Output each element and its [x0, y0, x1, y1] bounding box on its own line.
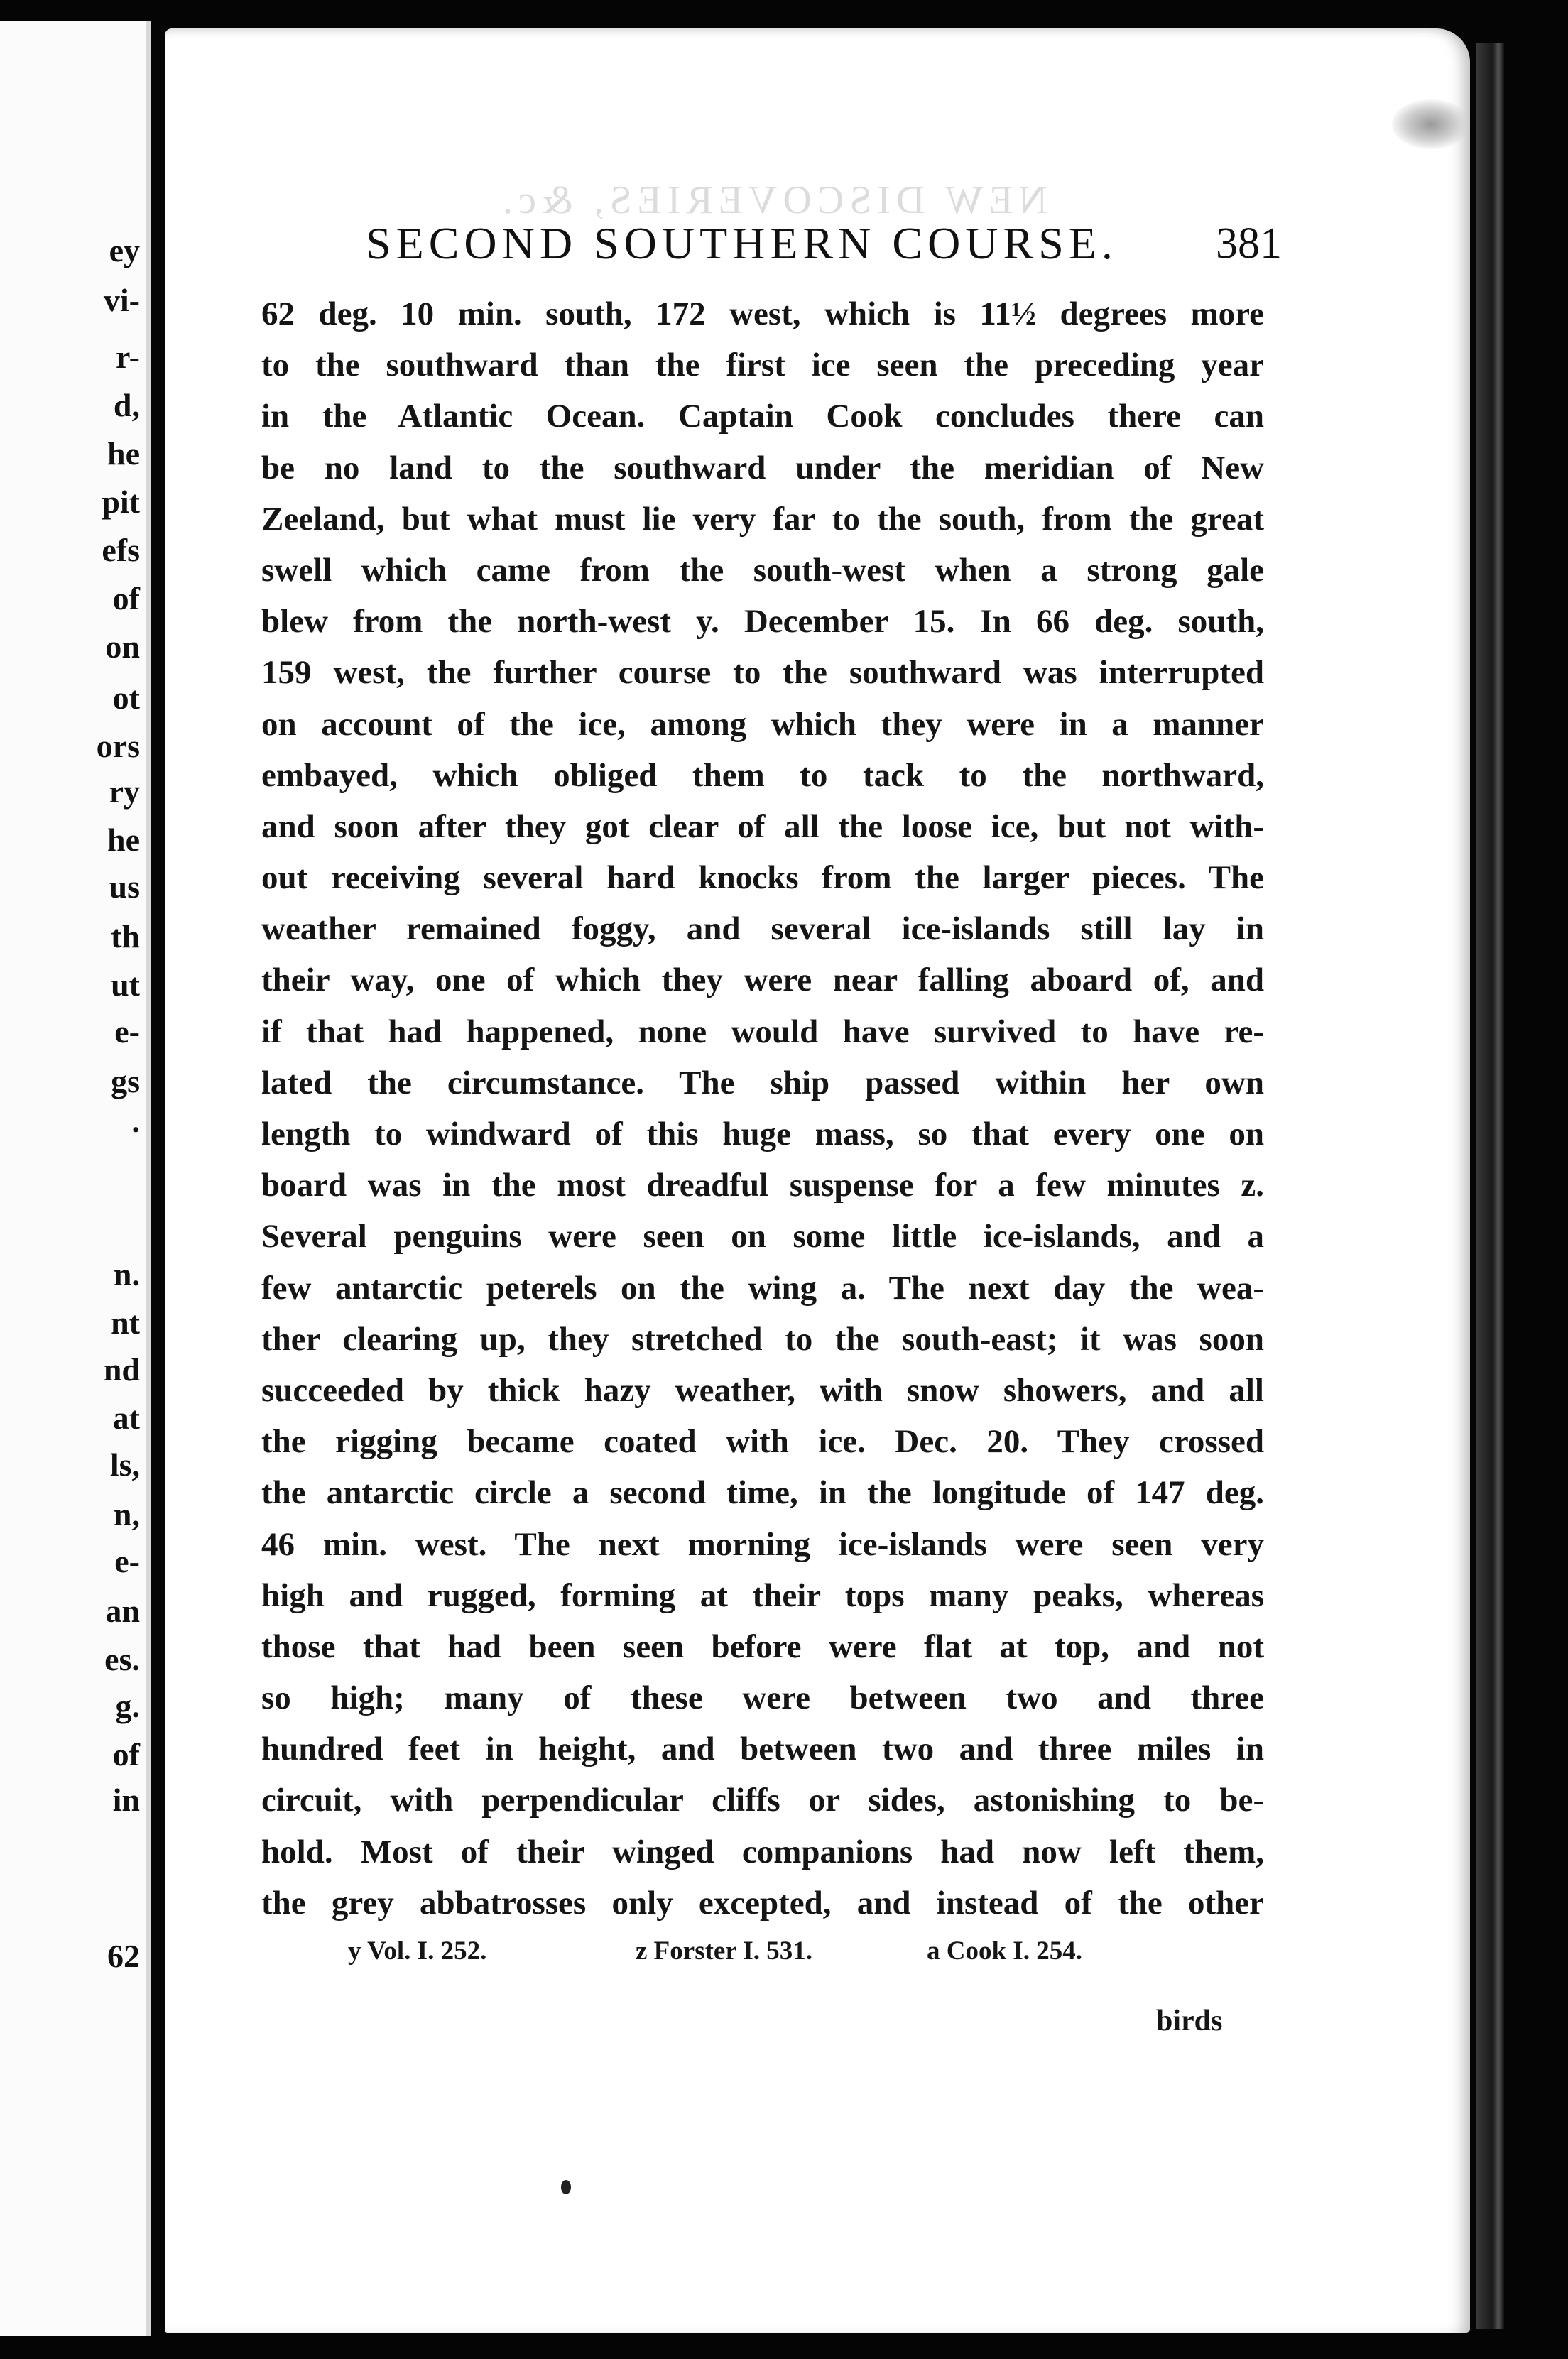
facing-page-fragment: g. [115, 1688, 140, 1724]
facing-page-fragment: pit [102, 484, 140, 520]
facing-page-fragment: gs [111, 1063, 140, 1099]
facing-page-fragment: d, [113, 387, 140, 423]
body-text [261, 288, 1264, 1929]
facing-page-fragment: of [112, 1736, 140, 1772]
facing-page-fragment: ors [96, 728, 140, 764]
text-line: those that had been seen before were flat at top, and not [261, 1628, 1264, 1665]
facing-page-fragment: es. [104, 1641, 140, 1677]
facing-page-fragment: ey [109, 232, 140, 268]
facing-page-fragment: nd [103, 1351, 140, 1388]
text-line: if that had happened, none would have survived to have re- [261, 1013, 1264, 1050]
page-stain [1392, 99, 1470, 149]
running-head: SECOND SOUTHERN COURSE. [366, 218, 1118, 268]
facing-page-fragment: he [107, 435, 140, 472]
facing-page-fragment: an [105, 1593, 140, 1629]
bleed-through-text: NEW DISCOVERIES, &c. [497, 178, 1047, 222]
facing-page-fragment: th [111, 918, 140, 954]
text-line: the rigging became coated with ice. Dec. 20. They crossed [261, 1423, 1264, 1461]
text-line: succeeded by thick hazy weather, with snow showers, and all [261, 1371, 1264, 1409]
facing-page-fragment: r- [115, 339, 140, 375]
facing-page-fragment: on [105, 628, 140, 665]
facing-page-strip [0, 21, 151, 2336]
text-line: swell which came from the south-west when a strong gale [261, 551, 1264, 589]
facing-page-fragment: of [112, 580, 140, 616]
text-line: hundred feet in height, and between two and three miles in [261, 1731, 1264, 1768]
text-line: few antarctic peterels on the wing a. The next day the wea- [261, 1269, 1264, 1307]
ink-spot [561, 2180, 571, 2194]
text-line: high and rugged, forming at their tops many peaks, whereas [261, 1576, 1264, 1614]
facing-page-fragment: he [107, 822, 140, 858]
text-line: circuit, with perpendicular cliffs or sides, astonishing to be- [261, 1782, 1264, 1819]
facing-page-fragment: ot [112, 680, 140, 716]
page-header [366, 217, 1282, 274]
footnotes [348, 1936, 1143, 1978]
text-line: to the southward than the first ice seen the preceding year [261, 347, 1264, 384]
text-line: blew from the north-west y. December 15. In 66 deg. south, [261, 603, 1264, 641]
text-line: the grey abbatrosses only excepted, and instead of the other [261, 1884, 1264, 1922]
text-line: ther clearing up, they stretched to the south-east; it was soon [261, 1320, 1264, 1358]
facing-page-fragment: . [131, 1103, 140, 1139]
text-line: weather remained foggy, and several ice-islands still lay in [261, 910, 1264, 948]
text-line: 46 min. west. The next morning ice-islands were seen very [261, 1525, 1264, 1563]
text-line: their way, one of which they were near falling aboard of, and [261, 961, 1264, 999]
facing-page-fragment: 62 [107, 1938, 140, 1974]
facing-page-fragment: ry [109, 773, 140, 810]
catchword: birds [1156, 2005, 1223, 2037]
text-line: out receiving several hard knocks from the larger pieces. The [261, 859, 1264, 897]
footnote-a: a Cook I. 254. [927, 1936, 1082, 1966]
facing-page-fragment: ls, [109, 1447, 140, 1483]
facing-page-fragment: vi- [103, 282, 140, 318]
text-line: Zeeland, but what must lie very far to the south, from the great [261, 500, 1264, 538]
text-line: 62 deg. 10 min. south, 172 west, which is 11½ degrees more [261, 295, 1264, 332]
text-line: board was in the most dreadful suspense for a few minutes z. [261, 1167, 1264, 1204]
text-line: so high; many of these were between two and three [261, 1679, 1264, 1717]
text-line: and soon after they got clear of all the loose ice, but not with- [261, 807, 1264, 845]
text-line: on account of the ice, among which they were in a manner [261, 705, 1264, 743]
facing-page-fragment: e- [114, 1013, 140, 1050]
facing-page-fragment: in [112, 1782, 140, 1818]
text-line: embayed, which obliged them to tack to the northward, [261, 756, 1264, 794]
text-line: length to windward of this huge mass, so that every one on [261, 1116, 1264, 1153]
text-line: be no land to the southward under the meridian of New [261, 449, 1264, 486]
facing-page-fragment: us [109, 868, 140, 905]
text-line: the antarctic circle a second time, in the longitude of 147 deg. [261, 1474, 1264, 1512]
page-edge-shadow [1476, 43, 1504, 2329]
text-line: in the Atlantic Ocean. Captain Cook concludes there can [261, 398, 1264, 435]
text-line: hold. Most of their winged companions had now left them, [261, 1833, 1264, 1870]
footnote-y: y Vol. I. 252. [348, 1936, 487, 1966]
text-line: Several penguins were seen on some little ice-islands, and a [261, 1218, 1264, 1255]
facing-page-fragment: ut [111, 966, 140, 1003]
text-line: 159 west, the further course to the southward was interrupted [261, 654, 1264, 692]
footnote-z: z Forster I. 531. [636, 1936, 812, 1966]
facing-page-fragment: e- [114, 1543, 140, 1579]
page-number: 381 [1216, 219, 1282, 268]
facing-page-fragment: nt [111, 1304, 140, 1341]
facing-page-fragment: n. [113, 1256, 140, 1292]
facing-page-fragment: at [112, 1400, 140, 1436]
facing-page-fragment: efs [102, 532, 140, 568]
text-line: lated the circumstance. The ship passed within her own [261, 1064, 1264, 1101]
facing-page-fragment: n, [113, 1496, 140, 1532]
